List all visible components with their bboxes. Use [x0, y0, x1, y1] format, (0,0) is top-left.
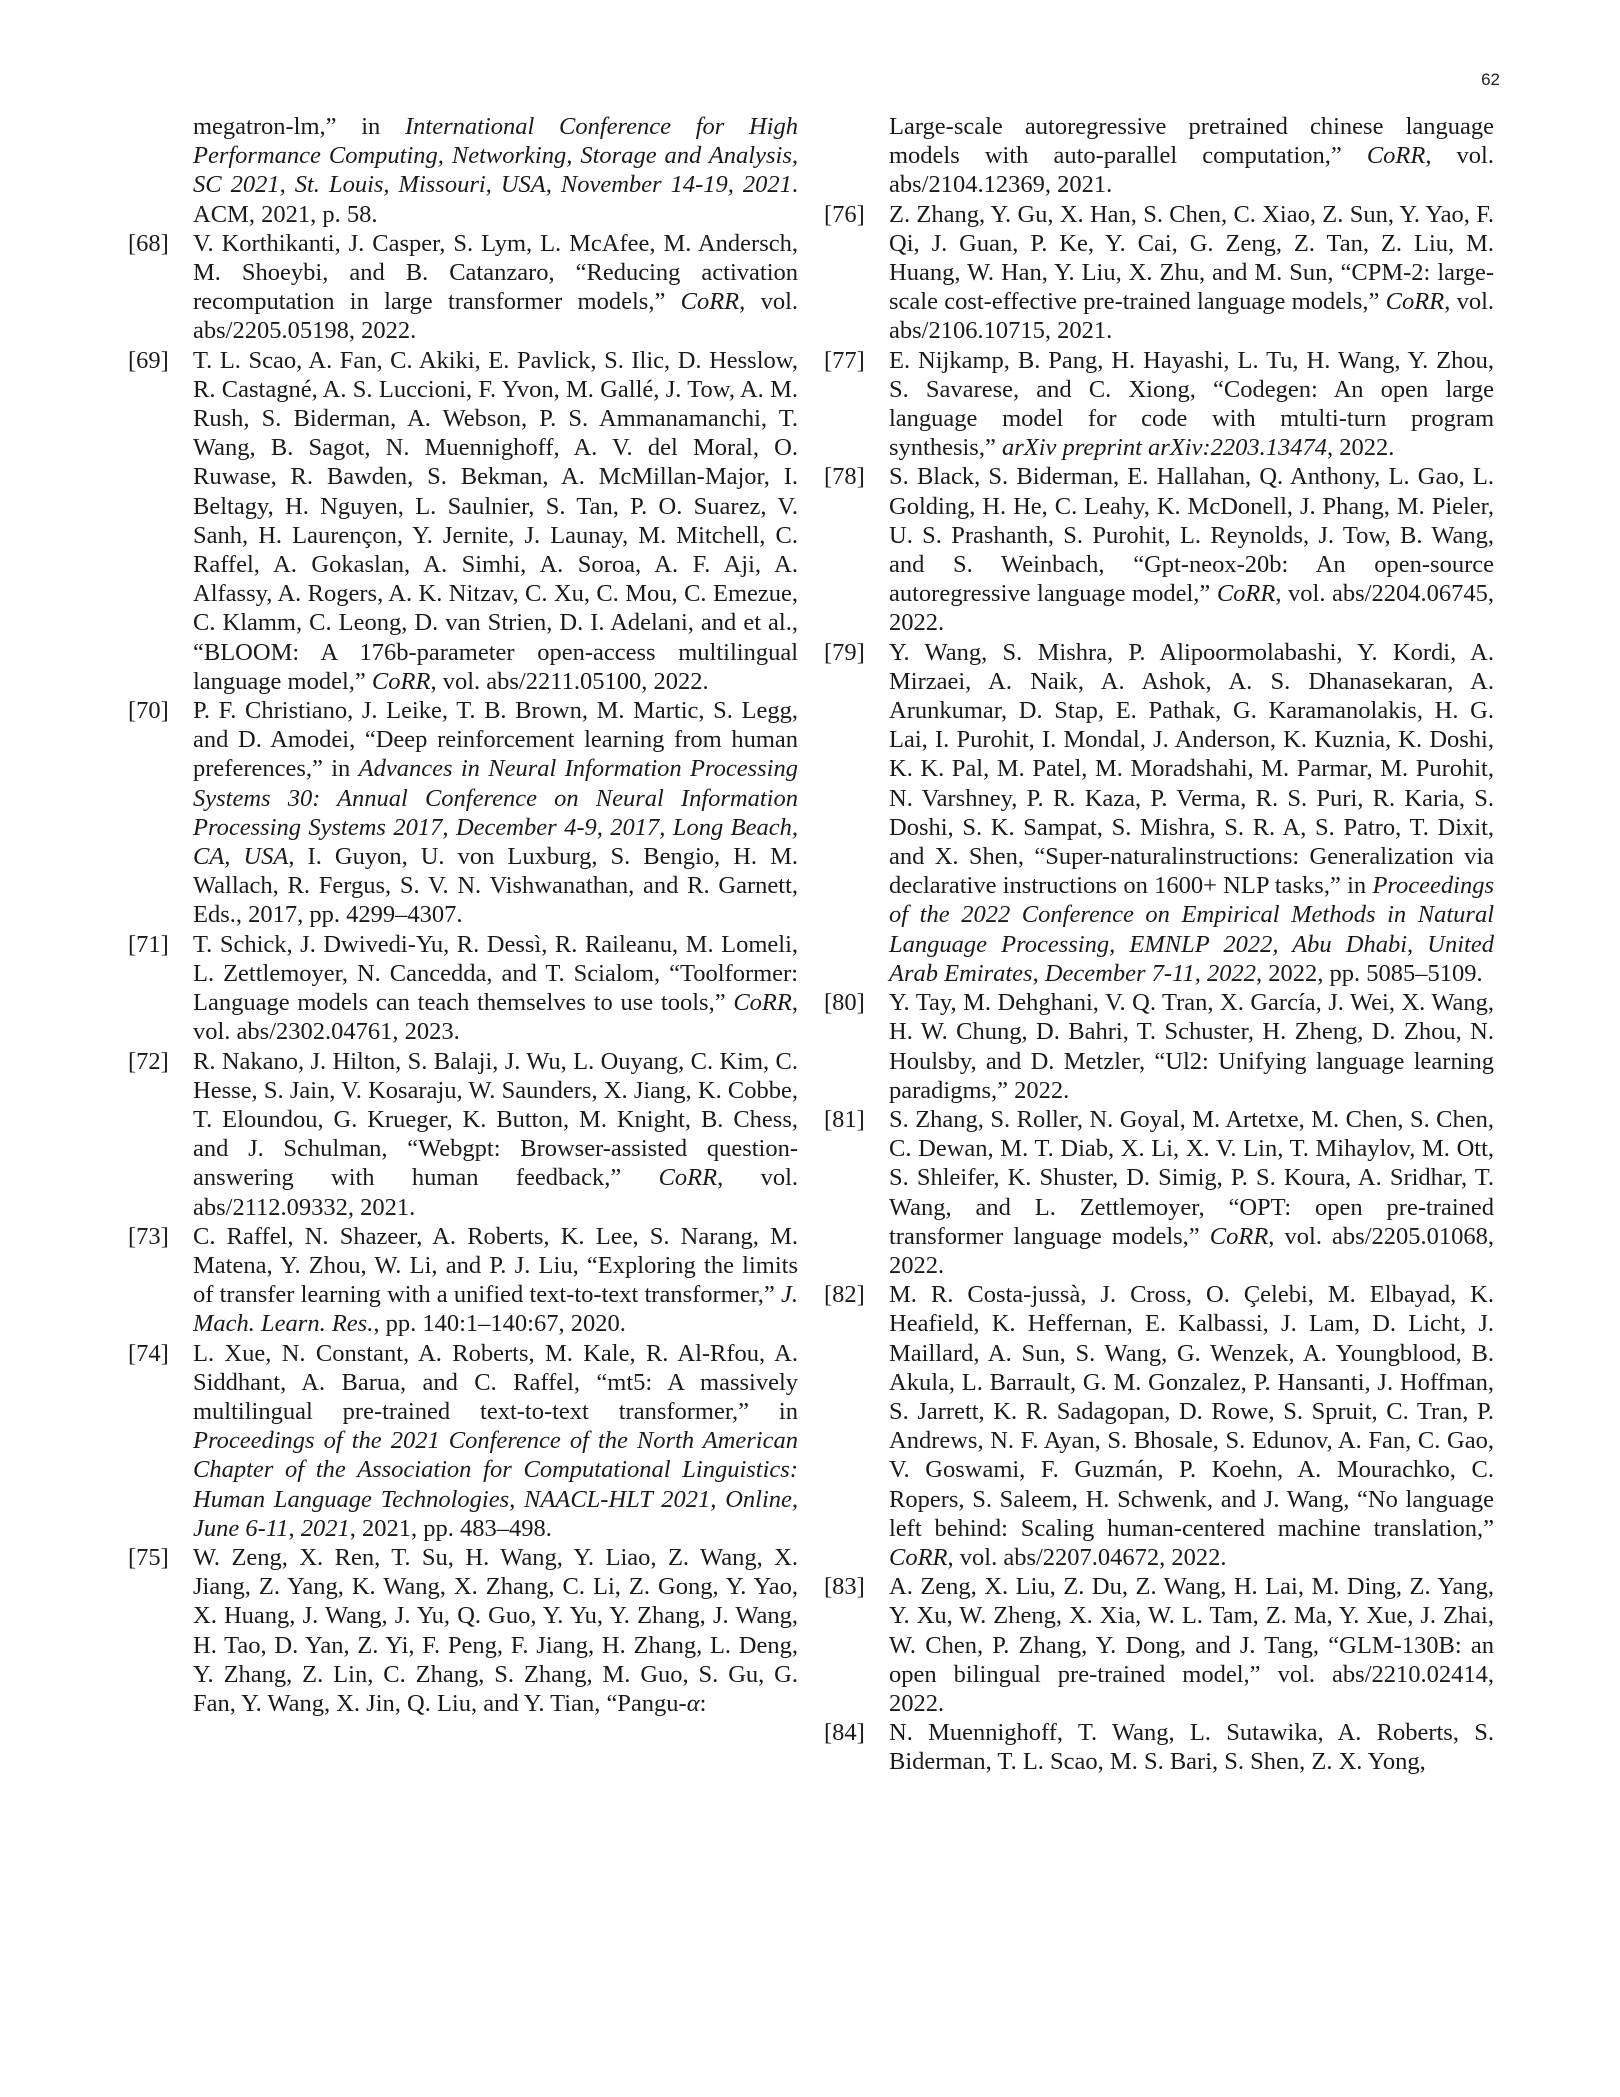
reference-venue-italic: Advances in Neural Information Processing Systems 30: Annual Conference on Neural Information Processing Systems 2017, December 4-9, 2017, Long Beach, CA, USA: [193, 755, 798, 871]
reference-segment: L. Xue, N. Constant, A. Roberts, M. Kale, R. Al-Rfou, A. Siddhant, A. Barua, and C. Raffel, “mt5: A massively multilingual pre-trained text-to-text transformer,” in: [193, 1339, 798, 1425]
reference-number: [77]: [824, 346, 865, 374]
reference-continuation: [128, 112, 798, 229]
reference-text: [193, 930, 798, 1047]
reference-segment: S. Black, S. Biderman, E. Hallahan, Q. Anthony, L. Gao, L. Golding, H. He, C. Leahy, K. McDonell, J. Phang, M. Pieler, U. S. Prashanth, S. Purohit, L. Reynolds, J. Tow, B. Wang, and S. Weinbach, “Gpt-neox-20b: An open-source autoregressive language model,”: [889, 463, 1494, 608]
reference-number: [76]: [824, 200, 865, 228]
reference-segment: C. Raffel, N. Shazeer, A. Roberts, K. Lee, S. Narang, M. Matena, Y. Zhou, W. Li, and P. J. Liu, “Exploring the limits of transfer learning with a unified text-to-text transformer,”: [193, 1222, 798, 1309]
reference-venue-italic: CoRR: [658, 1164, 718, 1192]
reference-number: [80]: [824, 989, 865, 1017]
reference-text: [889, 1718, 1494, 1776]
reference-number: [74]: [128, 1339, 169, 1367]
reference-entry: [128, 346, 798, 696]
reference-text: [889, 638, 1494, 988]
reference-text: [193, 1543, 798, 1718]
reference-number: [78]: [824, 463, 865, 491]
reference-segment: T. L. Scao, A. Fan, C. Akiki, E. Pavlick, S. Ilic, D. Hesslow, R. Castagné, A. S. Luccioni, F. Yvon, M. Gallé, J. Tow, A. M. Rush, S. Biderman, A. Webson, P. S. Ammanamanchi, T. Wang, B. Sagot, N. Muennighoff, A. V. del Moral, O. Ruwase, R. Bawden, S. Bekman, A. McMillan-Major, I. Beltagy, H. Nguyen, L. Saulnier, S. Tan, P. O. Suarez, V. Sanh, H. Laurençon, Y. Jernite, J. Launay, M. Mitchell, C. Raffel, A. Gokaslan, A. Simhi, A. Soroa, A. F. Aji, A. Alfassy, A. Rogers, A. K. Nitzav, C. Xu, C. Mou, C. Emezue, C. Klamm, C. Leong, D. van Strien, D. I. Adelani, and et al., “BLOOM: A 176b-parameter open-access multilingual language model,”: [193, 346, 798, 695]
reference-text: [889, 200, 1494, 346]
reference-segment: W. Zeng, X. Ren, T. Su, H. Wang, Y. Liao, Z. Wang, X. Jiang, Z. Yang, K. Wang, X. Zhang, C. Li, Z. Gong, Y. Yao, X. Huang, J. Wang, J. Yu, Q. Guo, Y. Yu, Y. Zhang, J. Wang, H. Tao, D. Yan, Z. Yi, F. Peng, F. Jiang, H. Zhang, L. Deng, Y. Zhang, Z. Lin, C. Zhang, S. Zhang, M. Guo, S. Gu, G. Fan, Y. Wang, X. Jin, Q. Liu, and Y. Tian, “Pangu-: [193, 1543, 798, 1717]
reference-venue-italic: α: [686, 1689, 700, 1717]
reference-venue-italic: CoRR: [1385, 288, 1445, 316]
reference-text: [193, 1222, 798, 1339]
reference-segment: , 2021, pp. 483–498.: [349, 1514, 552, 1542]
reference-venue-italic: CoRR: [733, 989, 792, 1017]
reference-venue-italic: J. Mach. Learn. Res.: [193, 1281, 798, 1338]
reference-entry: [128, 1222, 798, 1339]
reference-segment: , vol. abs/2106.10715, 2021.: [889, 288, 1494, 345]
reference-text: [889, 1280, 1494, 1572]
reference-segment: Z. Zhang, Y. Gu, X. Han, S. Chen, C. Xiao, Z. Sun, Y. Yao, F. Qi, J. Guan, P. Ke, Y. Cai, G. Zeng, Z. Tan, Z. Liu, M. Huang, W. Han, Y. Liu, X. Zhu, and M. Sun, “CPM-2: large-scale cost-effective pre-trained language models,”: [889, 200, 1494, 316]
reference-segment: S. Zhang, S. Roller, N. Goyal, M. Artetxe, M. Chen, S. Chen, C. Dewan, M. T. Diab, X. Li, X. V. Lin, T. Mihaylov, M. Ott, S. Shleifer, K. Shuster, D. Simig, P. S. Koura, A. Sridhar, T. Wang, and L. Zettlemoyer, “OPT: open pre-trained transformer language models,”: [889, 1105, 1494, 1250]
reference-venue-italic: CoRR: [1216, 580, 1276, 608]
reference-segment: . ACM, 2021, p. 58.: [193, 171, 798, 228]
reference-text: [889, 112, 1494, 200]
reference-continuation: [824, 112, 1494, 200]
reference-number: [82]: [824, 1281, 865, 1309]
reference-text: [193, 1047, 798, 1222]
reference-segment: , 2022.: [1327, 434, 1395, 462]
reference-number: [70]: [128, 697, 169, 725]
reference-segment: , vol. abs/2302.04761, 2023.: [193, 989, 798, 1046]
reference-entry: [128, 1543, 798, 1718]
reference-segment: megatron-lm,” in: [193, 113, 405, 140]
reference-entry: [128, 229, 798, 346]
reference-entry: [824, 638, 1494, 988]
reference-segment: , pp. 140:1–140:67, 2020.: [373, 1310, 626, 1338]
reference-venue-italic: CoRR: [1209, 1222, 1269, 1250]
reference-number: [73]: [128, 1222, 169, 1250]
reference-entry: [824, 346, 1494, 463]
reference-text: [193, 1339, 798, 1543]
reference-number: [72]: [128, 1047, 169, 1075]
reference-number: [84]: [824, 1719, 865, 1747]
reference-text: [193, 346, 798, 696]
reference-venue-italic: CoRR: [1366, 142, 1426, 170]
reference-segment: , vol. abs/2205.01068, 2022.: [889, 1222, 1495, 1279]
reference-venue-italic: Proceedings of the 2022 Conference on Empirical Methods in Natural Language Processing, EMNLP 2022, Abu Dhabi, United Arab Emirates, December 7-11, 2022: [889, 872, 1494, 987]
reference-segment: :: [699, 1689, 707, 1717]
reference-entry: [128, 1339, 798, 1543]
reference-text: [889, 988, 1494, 1105]
page-number: 62: [1481, 70, 1500, 89]
reference-entry: [824, 1572, 1494, 1718]
references-left-column: [128, 112, 798, 1718]
reference-segment: E. Nijkamp, B. Pang, H. Hayashi, L. Tu, H. Wang, Y. Zhou, S. Savarese, and C. Xiong, “Codegen: An open large language model for code with mtulti-turn program synthesis,”: [889, 346, 1494, 462]
reference-entry: [128, 696, 798, 930]
reference-venue-italic: International Conference for High Performance Computing, Networking, Storage and Analysis, SC 2021, St. Louis, Missouri, USA, November 14-19, 2021: [193, 113, 798, 199]
reference-segment: , I. Guyon, U. von Luxburg, S. Bengio, H. M. Wallach, R. Fergus, S. V. N. Vishwanathan, and R. Garnett, Eds., 2017, pp. 4299–4307.: [193, 843, 798, 929]
reference-segment: P. F. Christiano, J. Leike, T. B. Brown, M. Martic, S. Legg, and D. Amodei, “Deep reinforcement learning from human preferences,” in: [193, 697, 798, 783]
reference-segment: , vol. abs/2207.04672, 2022.: [947, 1543, 1227, 1571]
reference-segment: T. Schick, J. Dwivedi-Yu, R. Dessì, R. Raileanu, M. Lomeli, L. Zettlemoyer, N. Cancedda, and T. Scialom, “Toolformer: Language models can teach themselves to use tools,”: [193, 930, 798, 1017]
reference-segment: , vol. abs/2204.06745, 2022.: [889, 580, 1494, 637]
reference-segment: Y. Wang, S. Mishra, P. Alipoormolabashi, Y. Kordi, A. Mirzaei, A. Naik, A. Ashok, A. S. Dhanasekaran, A. Arunkumar, D. Stap, E. Pathak, G. Karamanolakis, H. G. Lai, I. Purohit, I. Mondal, J. Anderson, K. Kuznia, K. Doshi, K. K. Pal, M. Patel, M. Moradshahi, M. Parmar, M. Purohit, N. Varshney, P. R. Kaza, P. Verma, R. S. Puri, R. Karia, S. Doshi, S. K. Sampat, S. Mishra, S. R. A, S. Patro, T. Dixit, and X. Shen, “Super-naturalinstructions: Generalization via declarative instructions on 1600+ NLP tasks,” in: [889, 638, 1494, 900]
reference-venue-italic: arXiv preprint arXiv:2203.13474: [1001, 434, 1328, 462]
reference-text: [889, 1572, 1494, 1718]
reference-number: [75]: [128, 1543, 169, 1571]
reference-number: [83]: [824, 1573, 865, 1601]
reference-venue-italic: CoRR: [680, 288, 740, 316]
reference-number: [79]: [824, 638, 865, 666]
reference-venue-italic: Proceedings of the 2021 Conference of the North American Chapter of the Association for Computational Linguistics: Human Language Technologies, NAACL-HLT 2021, Online, June 6-11, 2021: [193, 1427, 798, 1542]
reference-segment: R. Nakano, J. Hilton, S. Balaji, J. Wu, L. Ouyang, C. Kim, C. Hesse, S. Jain, V. Kosaraju, W. Saunders, X. Jiang, K. Cobbe, T. Eloundou, G. Krueger, K. Button, M. Knight, B. Chess, and J. Schulman, “Webgpt: Browser-assisted question-answering with human feedback,”: [193, 1047, 798, 1192]
reference-text: [193, 696, 798, 930]
reference-entry: [824, 1105, 1494, 1280]
reference-text: [889, 462, 1494, 637]
reference-entry: [824, 988, 1494, 1105]
reference-number: [71]: [128, 930, 169, 958]
reference-entry: [824, 1718, 1494, 1776]
reference-venue-italic: CoRR: [371, 667, 431, 695]
reference-segment: Large-scale autoregressive pretrained chinese language models with auto-parallel computation,”: [889, 113, 1494, 170]
reference-entry: [824, 462, 1494, 637]
references-right-column: [824, 112, 1494, 1777]
reference-segment: V. Korthikanti, J. Casper, S. Lym, L. McAfee, M. Andersch, M. Shoeybi, and B. Catanzaro, “Reducing activation recomputation in large transformer models,”: [193, 229, 798, 316]
reference-segment: , vol. abs/2112.09332, 2021.: [193, 1164, 798, 1221]
reference-segment: M. R. Costa-jussà, J. Cross, O. Çelebi, M. Elbayad, K. Heafield, K. Heffernan, E. Kalbassi, J. Lam, D. Licht, J. Maillard, A. Sun, S. Wang, G. Wenzek, A. Youngblood, B. Akula, L. Barrault, G. M. Gonzalez, P. Hansanti, J. Hoffman, S. Jarrett, K. R. Sadagopan, D. Rowe, S. Spruit, C. Tran, P. Andrews, N. F. Ayan, S. Bhosale, S. Edunov, A. Fan, C. Gao, V. Goswami, F. Guzmán, P. Koehn, A. Mourachko, C. Ropers, S. Saleem, H. Schwenk, and J. Wang, “No language left behind: Scaling human-centered machine translation,”: [889, 1281, 1494, 1542]
reference-text: [193, 112, 798, 229]
reference-segment: Y. Tay, M. Dehghani, V. Q. Tran, X. García, J. Wei, X. Wang, H. W. Chung, D. Bahri, T. Schuster, H. Zheng, D. Zhou, N. Houlsby, and D. Metzler, “Ul2: Unifying language learning paradigms,” 2022.: [889, 989, 1494, 1104]
reference-venue-italic: CoRR: [889, 1543, 948, 1571]
reference-segment: , vol. abs/2205.05198, 2022.: [193, 288, 799, 345]
reference-entry: [824, 1280, 1494, 1572]
reference-segment: , vol. abs/2211.05100, 2022.: [430, 667, 709, 695]
reference-segment: N. Muennighoff, T. Wang, L. Sutawika, A. Roberts, S. Biderman, T. L. Scao, M. S. Bari, S. Shen, Z. X. Yong,: [889, 1719, 1494, 1776]
reference-entry: [128, 930, 798, 1047]
reference-segment: , vol. abs/2104.12369, 2021.: [889, 142, 1494, 199]
reference-entry: [128, 1047, 798, 1222]
reference-entry: [824, 200, 1494, 346]
reference-text: [889, 346, 1494, 463]
reference-number: [81]: [824, 1105, 865, 1133]
reference-number: [69]: [128, 346, 169, 374]
reference-segment: , 2022, pp. 5085–5109.: [1255, 959, 1483, 987]
reference-number: [68]: [128, 229, 169, 257]
reference-text: [193, 229, 798, 346]
reference-text: [889, 1105, 1494, 1280]
reference-segment: A. Zeng, X. Liu, Z. Du, Z. Wang, H. Lai, M. Ding, Z. Yang, Y. Xu, W. Zheng, X. Xia, W. L. Tam, Z. Ma, Y. Xue, J. Zhai, W. Chen, P. Zhang, Y. Dong, and J. Tang, “GLM-130B: an open bilingual pre-trained model,” vol. abs/2210.02414, 2022.: [889, 1573, 1494, 1717]
